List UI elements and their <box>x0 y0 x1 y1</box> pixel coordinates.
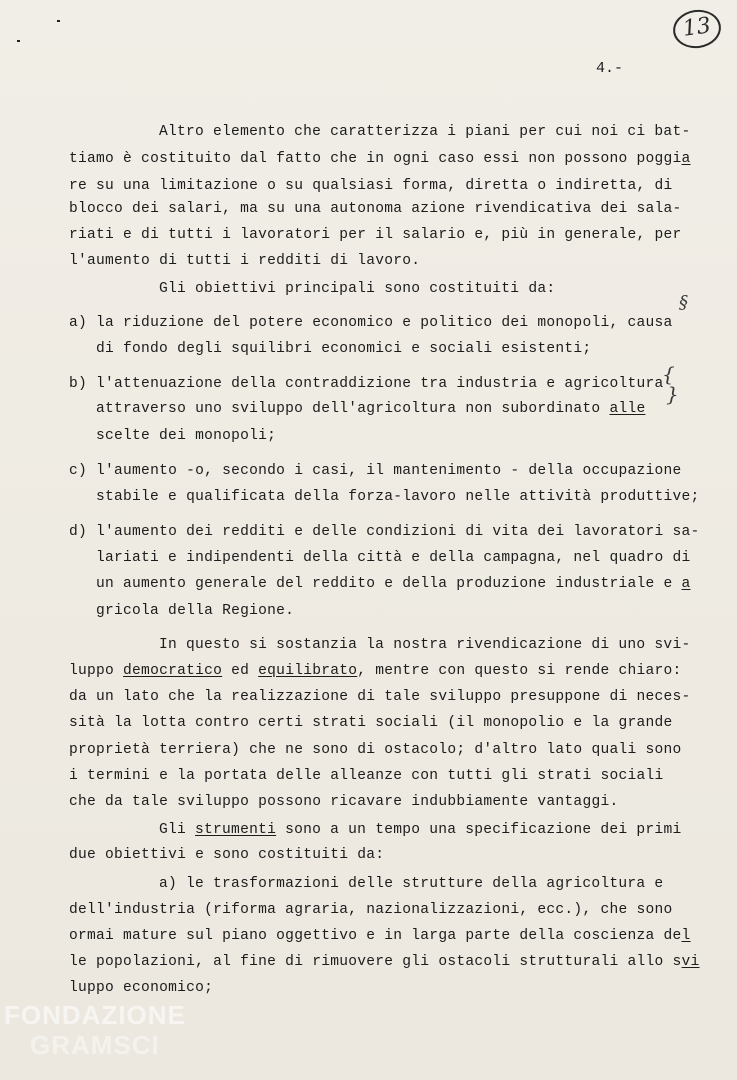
text-segment: attraverso uno sviluppo dell'agricoltura non subordinato <box>96 401 610 417</box>
text-segment: blocco dei salari, ma su una autonoma azione rivendicativa dei sala- <box>69 201 682 217</box>
text-line <box>96 603 294 619</box>
text-segment: lariati e indipendenti della città e della campagna, nel quadro di <box>96 550 691 566</box>
text-segment: sono a un tempo una specificazione dei primi <box>276 822 682 838</box>
text-line <box>69 768 664 784</box>
text-line <box>69 794 618 810</box>
margin-mark-brace-open: { <box>662 362 675 386</box>
text-segment: i termini e la portata delle alleanze con tutti gli strati sociali <box>69 768 664 784</box>
text-line <box>69 928 691 944</box>
text-line <box>96 428 276 444</box>
text-line <box>69 902 673 918</box>
text-segment: re su una limitazione o su qualsiasi forma, diretta o indiretta, di <box>69 178 673 194</box>
text-line <box>69 954 700 970</box>
text-segment: ed <box>222 663 259 679</box>
text-segment: due obiettivi e sono costituiti da: <box>69 847 385 863</box>
text-line <box>69 847 384 863</box>
text-line <box>69 178 673 194</box>
text-line <box>69 463 682 479</box>
text-line <box>96 550 691 566</box>
text-line <box>69 742 682 758</box>
text-line <box>69 715 673 731</box>
underlined-text: vi <box>681 954 700 970</box>
text-segment: luppo economico; <box>69 980 214 996</box>
text-line <box>69 376 664 392</box>
text-segment: ormai mature sul piano oggettivo e in larga parte della coscienza de <box>69 928 682 944</box>
text-segment: di fondo degli squilibri economici e sociali esistenti; <box>96 341 592 357</box>
text-segment: proprietà terriera) che ne sono di ostacolo; d'altro lato quali sono <box>69 742 682 758</box>
text-line <box>96 401 645 417</box>
underlined-text: alle <box>609 401 646 417</box>
text-line <box>159 124 690 140</box>
stray-mark <box>57 20 60 22</box>
text-segment: scelte dei monopoli; <box>96 428 277 444</box>
text-line <box>69 253 420 269</box>
text-line <box>69 524 700 540</box>
text-segment: da un lato che la realizzazione di tale sviluppo presuppone di neces- <box>69 689 691 705</box>
text-segment: a) le trasformazioni delle strutture della agricoltura e <box>159 876 664 892</box>
text-line <box>159 876 663 892</box>
watermark-line-1: FONDAZIONE <box>4 1000 186 1030</box>
text-segment: c) l'aumento -o, secondo i casi, il mantenimento - della occupazione <box>69 463 682 479</box>
margin-mark-section: § <box>679 292 688 313</box>
text-line <box>69 201 682 217</box>
text-segment: l'aumento di tutti i redditi di lavoro. <box>69 253 421 269</box>
text-line <box>69 315 673 331</box>
text-line <box>69 980 213 996</box>
text-line <box>96 489 700 505</box>
text-segment: a) la riduzione del potere economico e politico dei monopoli, causa <box>69 315 673 331</box>
underlined-text: strumenti <box>195 822 277 838</box>
margin-mark-brace-close: } <box>666 382 679 406</box>
text-segment: Gli <box>159 822 196 838</box>
text-segment: le popolazioni, al fine di rimuovere gli ostacoli strutturali allo s <box>69 954 682 970</box>
text-segment: Gli obiettivi principali sono costituiti da: <box>159 281 556 297</box>
text-segment: , mentre con questo si rende chiaro: <box>357 663 682 679</box>
watermark-line-2: GRAMSCI <box>30 1030 160 1060</box>
text-line <box>69 663 682 679</box>
text-line <box>69 151 691 167</box>
text-line <box>69 227 682 243</box>
text-line <box>69 689 691 705</box>
text-segment: d) l'aumento dei redditi e delle condizioni di vita dei lavoratori sa- <box>69 524 700 540</box>
underlined-text: a <box>681 151 691 167</box>
text-line <box>159 281 555 297</box>
text-segment: luppo <box>69 663 124 679</box>
text-segment: riati e di tutti i lavoratori per il salario e, più in generale, per <box>69 227 682 243</box>
text-line <box>159 637 690 653</box>
archive-number: 13 <box>681 13 713 42</box>
underlined-text: democratico <box>123 663 223 679</box>
text-segment: che da tale sviluppo possono ricavare indubbiamente vantaggi. <box>69 794 619 810</box>
text-segment: tiamo è costituito dal fatto che in ogni caso essi non possono poggi <box>69 151 682 167</box>
text-segment: In questo si sostanzia la nostra rivendicazione di uno svi- <box>159 637 691 653</box>
archive-number-stamp <box>671 7 724 51</box>
text-segment: sità la lotta contro certi strati sociali (il monopolio e la grande <box>69 715 673 731</box>
text-segment: gricola della Regione. <box>96 603 295 619</box>
page-number: 4.- <box>596 60 624 77</box>
text-line <box>96 341 591 357</box>
text-line <box>96 576 691 592</box>
text-segment: stabile e qualificata della forza-lavoro nelle attività produttive; <box>96 489 700 505</box>
underlined-text: equilibrato <box>258 663 358 679</box>
text-segment: Altro elemento che caratterizza i piani per cui noi ci bat- <box>159 124 691 140</box>
stray-mark <box>17 40 20 42</box>
text-segment: b) l'attenuazione della contraddizione tra industria e agricoltura <box>69 376 664 392</box>
underlined-text: a <box>681 576 691 592</box>
underlined-text: l <box>681 928 691 944</box>
text-segment: un aumento generale del reddito e della produzione industriale e <box>96 576 682 592</box>
text-segment: dell'industria (riforma agraria, nazionalizzazioni, ecc.), che sono <box>69 902 673 918</box>
text-line <box>159 822 681 838</box>
